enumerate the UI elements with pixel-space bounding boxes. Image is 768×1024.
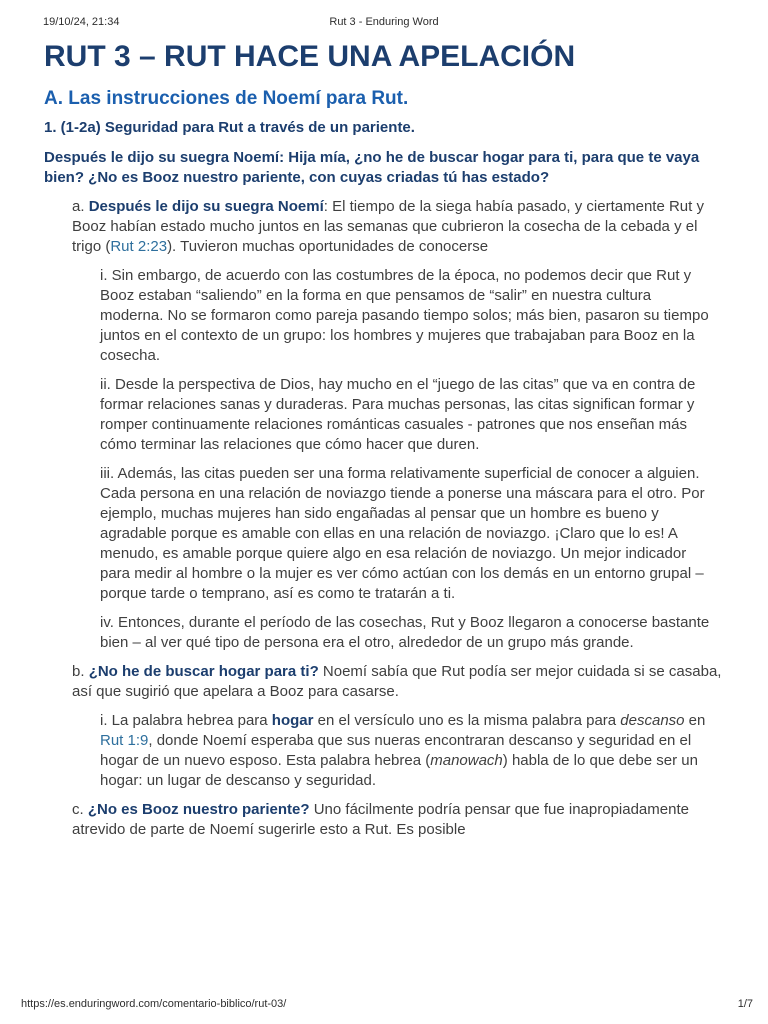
commentary-paragraph-a-iv (100, 613, 722, 653)
footer-url: https://es.enduringword.com/comentario-biblico/rut-03/ (21, 998, 287, 1010)
commentary-paragraph-a (72, 197, 722, 257)
italic-text: manowach (430, 752, 503, 769)
body-text: b. (72, 663, 89, 680)
print-footer (21, 998, 753, 1010)
italic-text: descanso (620, 712, 685, 729)
bold-lead-text: ¿No es Booz nuestro pariente? (87, 801, 310, 818)
verse-paragraph: Después le dijo su suegra Noemí: Hija mía, ¿no he de buscar hogar para ti, para que te vaya bien? ¿No es Booz nuestro pariente, con cuyas criadas tú has estado? (44, 149, 700, 186)
commentary-paragraph-a-i (100, 266, 722, 366)
body-text: ). Tuvieron muchas oportunidades de conocerse (167, 238, 489, 255)
scripture-link[interactable]: Rut 2:23 (110, 238, 168, 255)
subsection-heading: 1. (1-2a) Seguridad para Rut a través de un pariente. (44, 119, 415, 136)
bold-lead-text: ¿No he de buscar hogar para ti? (88, 663, 319, 680)
commentary-paragraph-b-i (100, 711, 722, 791)
body-text: i. Sin embargo, de acuerdo con las costumbres de la época, no podemos decir que Rut y Booz estaban “saliendo” en la forma en que pensamos de “salir” en nuestra cultura moderna. No se formaron como pareja pasando tiempo solos; más bien, pasaron su tiempo juntos en el contexto de un grupo: los hombres y mujeres que trabajaban para Booz en la cosecha. (100, 267, 709, 364)
scripture-link[interactable]: Rut 1:9 (100, 732, 149, 749)
body-text: Noemí sabía que Rut podía ser mejor cuidada si se casaba, así que sugirió que apelara a Booz para casarse. (72, 663, 722, 700)
bold-lead-text: Después le dijo su suegra Noemí (88, 198, 324, 215)
body-text: Uno fácilmente podría pensar que fue inapropiadamente atrevido de parte de Noemí sugerirle esto a Rut. Es posible (72, 801, 689, 838)
body-text: ii. Desde la perspectiva de Dios, hay mucho en el “juego de las citas” que va en contra de formar relaciones sanas y duraderas. Para muchas personas, las citas significan formar y romper continuamente relaciones románticas casuales - patrones que nos enseñan más cómo terminar las relaciones que cómo hacer que duren. (100, 376, 696, 453)
footer-page-number: 1/7 (737, 998, 753, 1010)
body-text: en (684, 712, 706, 729)
body-text: c. (72, 801, 88, 818)
commentary-paragraph-c (72, 800, 722, 840)
body-text: i. La palabra hebrea para (100, 712, 272, 729)
body-text: a. (72, 198, 89, 215)
body-text: , donde Noemí esperaba que sus nueras encontraran descanso y seguridad en el hogar de un nuevo esposo. Esta palabra hebrea ( (100, 732, 692, 769)
commentary-paragraph-a-ii (100, 375, 722, 455)
body-text: iv. Entonces, durante el período de las cosechas, Rut y Booz llegaron a conocerse bastante bien – al ver qué tipo de persona era el otro, alrededor de un grupo más grande. (100, 614, 710, 651)
print-doc-title: Rut 3 - Enduring Word (329, 16, 439, 28)
body-text: ) habla de lo que debe ser un hogar: un lugar de descanso y seguridad. (100, 752, 698, 789)
article-title: RUT 3 – RUT HACE UNA APELACIÓN (44, 40, 576, 73)
section-heading: A. Las instrucciones de Noemí para Rut. (44, 88, 409, 109)
print-date: 19/10/24, 21:34 (43, 16, 120, 28)
print-header-spacer (512, 16, 725, 28)
bold-lead-text: hogar (271, 712, 314, 729)
body-text: iii. Además, las citas pueden ser una forma relativamente superficial de conocer a alguien. Cada persona en una relación de noviazgo tiende a ponerse una máscara para el otro. Por ejemplo, muchas mujeres han sido engañadas al pensar que un hombre es bueno y agradable porque es amable con ellas en una relación de noviazgo. ¡Claro que lo es! A menudo, es amable porque quiere algo en esa relación de noviazgo. Un mejor indicador para medir al hombre o la mujer es ver cómo actúan con los demás en un entorno grupal – porque tarde o temprano, así es como te tratarán a ti. (100, 465, 705, 602)
body-text: en el versículo uno es la misma palabra para (313, 712, 621, 729)
commentary-paragraph-b (72, 662, 722, 702)
print-header (43, 16, 725, 28)
body-text: : El tiempo de la siega había pasado, y ciertamente Rut y Booz habían estado mucho juntos en las semanas que cubrieron la cosecha de la cebada y el trigo ( (72, 198, 704, 255)
commentary-paragraph-a-iii (100, 464, 722, 604)
